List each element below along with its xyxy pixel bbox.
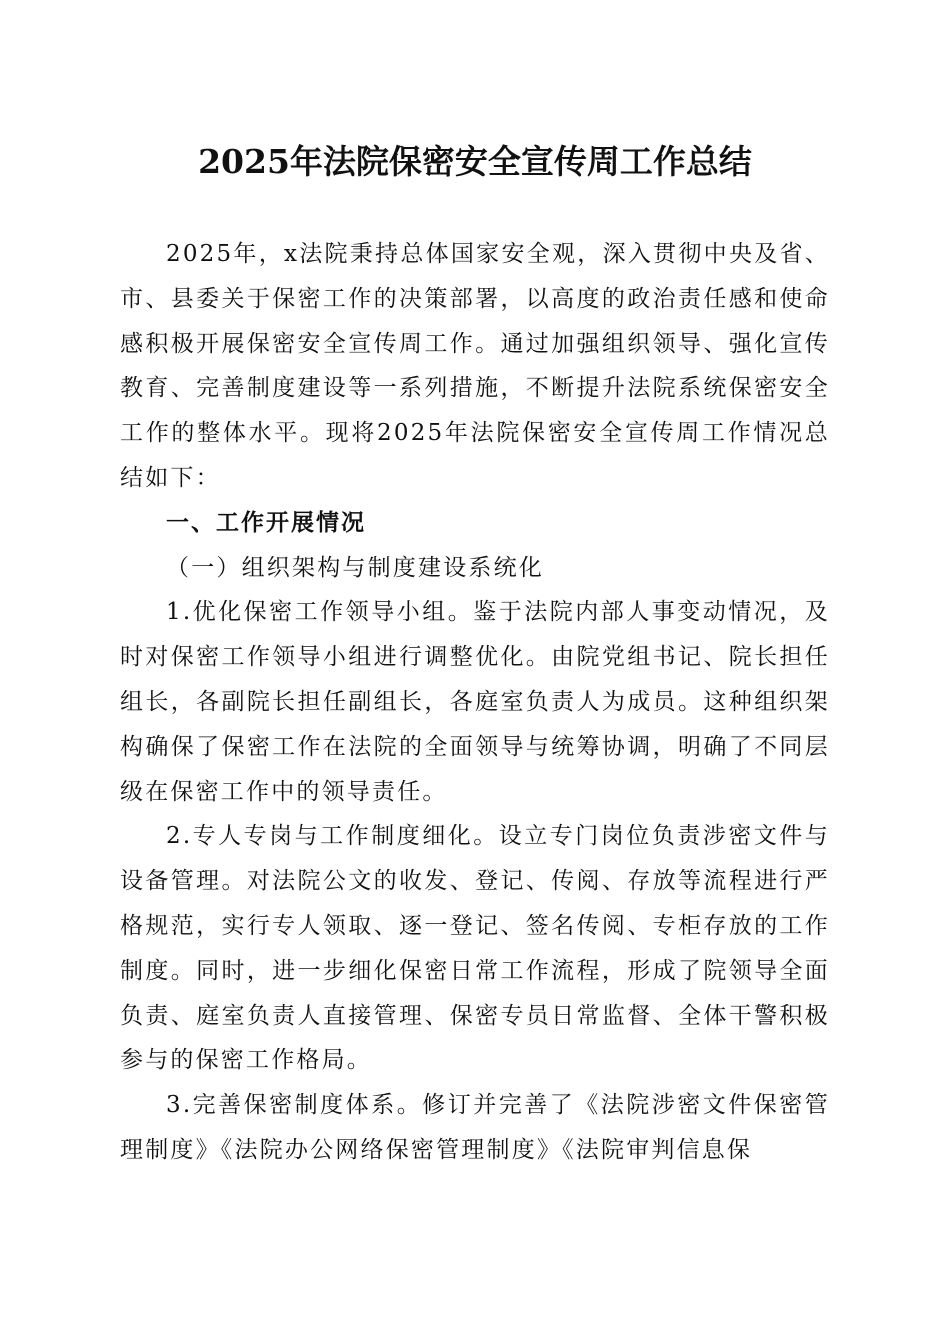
item-paragraph-2: 2.专人专岗与工作制度细化。设立专门岗位负责涉密文件与设备管理。对法院公文的收发、登记、传阅、存放等流程进行严格规范，实行专人领取、逐一登记、签名传阅、专柜存放的工作制度。同时，进一步细化保密日常工作流程，形成了院领导全面负责、庭室负责人直接管理、保密专员日常监督、全体干警积极参与的保密工作格局。 [120,823,830,1074]
subsection-heading: （一）组织架构与制度建设系统化 [166,554,544,581]
document-title: 2025年法院保密安全宣传周工作总结 [198,142,752,181]
item-paragraph-3: 3.完善保密制度体系。修订并完善了《法院涉密文件保密管理制度》《法院办公网络保密管理制度》《法院审判信息保 [120,1092,830,1163]
item-paragraph-1: 1.优化保密工作领导小组。鉴于法院内部人事变动情况，及时对保密工作领导小组进行调整优化。由院党组书记、院长担任组长，各副院长担任副组长，各庭室负责人为成员。这种组织架构确保了保密工作在法院的全面领导与统筹协调，明确了不同层级在保密工作中的领导责任。 [120,599,830,805]
document-body [120,232,830,1173]
intro-paragraph: 2025年，x法院秉持总体国家安全观，深入贯彻中央及省、市、县委关于保密工作的决策部署，以高度的政治责任感和使命感积极开展保密安全宣传周工作。通过加强组织领导、强化宣传教育、完善制度建设等一系列措施，不断提升法院系统保密安全工作的整体水平。现将2025年法院保密安全宣传周工作情况总结如下： [120,241,830,491]
section-heading: 一、工作开展情况 [166,509,366,536]
